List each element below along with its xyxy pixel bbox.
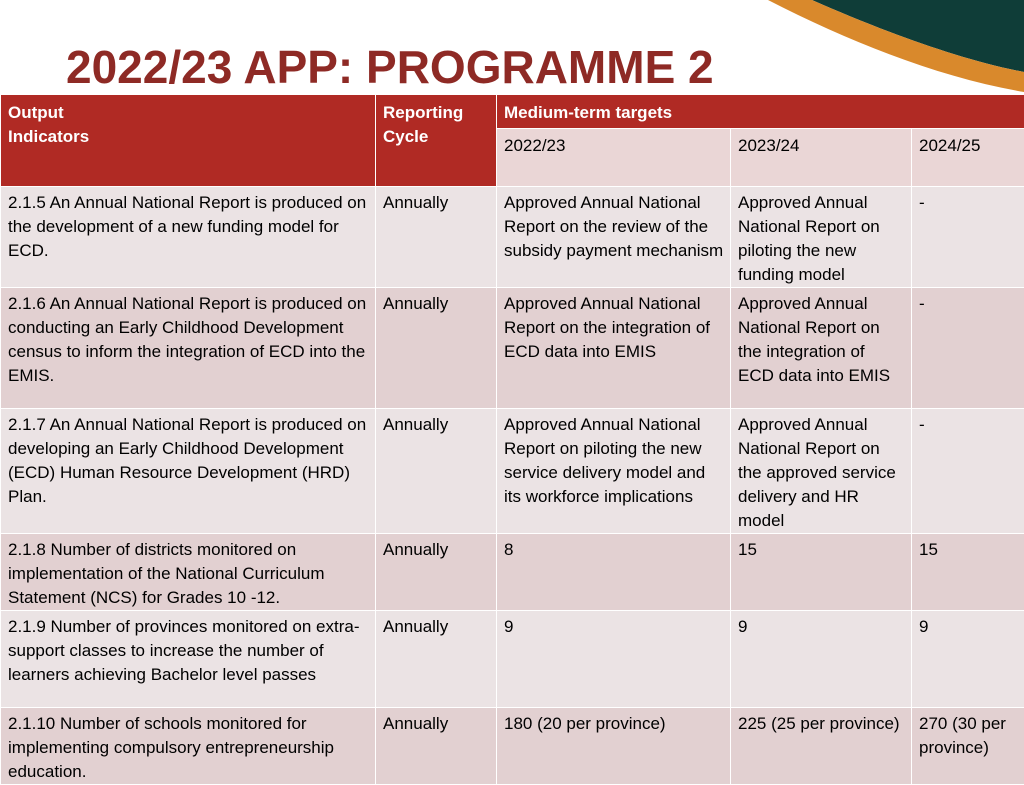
table-row [1, 534, 1024, 611]
target-2024-25-cell: 15 [912, 534, 1024, 611]
programme-targets-table [0, 94, 1024, 785]
target-2022-23-cell: 8 [497, 534, 731, 611]
target-2023-24-cell: Approved Annual National Report on the approved service delivery and HR model [731, 409, 912, 534]
indicator-cell: 2.1.6 An Annual National Report is produced on conducting an Early Childhood Development census to inform the integration of ECD into the EMIS. [1, 288, 376, 409]
target-2024-25-cell: - [912, 288, 1024, 409]
target-2022-23-cell: Approved Annual National Report on the review of the subsidy payment mechanism [497, 187, 731, 288]
cycle-cell: Annually [376, 409, 497, 534]
header-output-indicators: Output Indicators [1, 95, 376, 187]
cycle-cell: Annually [376, 708, 497, 785]
target-2024-25-cell: 9 [912, 611, 1024, 708]
target-2022-23-cell: 9 [497, 611, 731, 708]
header-medium-term-targets: Medium-term targets [497, 95, 1024, 129]
header-year-2022-23: 2022/23 [497, 129, 731, 187]
target-2022-23-cell: Approved Annual National Report on the integration of ECD data into EMIS [497, 288, 731, 409]
indicator-cell: 2.1.7 An Annual National Report is produced on developing an Early Childhood Development (ECD) Human Resource Development (HRD) Plan. [1, 409, 376, 534]
indicator-cell: 2.1.8 Number of districts monitored on implementation of the National Curriculum Statement (NCS) for Grades 10 -12. [1, 534, 376, 611]
cycle-cell: Annually [376, 534, 497, 611]
header-year-2023-24: 2023/24 [731, 129, 912, 187]
target-2024-25-cell: 270 (30 per province) [912, 708, 1024, 785]
header-row [1, 95, 1024, 129]
table-row [1, 409, 1024, 534]
target-2022-23-cell: 180 (20 per province) [497, 708, 731, 785]
table-row [1, 187, 1024, 288]
header-reporting-cycle: Reporting Cycle [376, 95, 497, 187]
cycle-cell: Annually [376, 187, 497, 288]
target-2024-25-cell: - [912, 409, 1024, 534]
header-year-2024-25: 2024/25 [912, 129, 1024, 187]
table-row [1, 288, 1024, 409]
target-2022-23-cell: Approved Annual National Report on piloting the new service delivery model and its workforce implications [497, 409, 731, 534]
target-2024-25-cell: - [912, 187, 1024, 288]
target-2023-24-cell: Approved Annual National Report on piloting the new funding model [731, 187, 912, 288]
target-2023-24-cell: 225 (25 per province) [731, 708, 912, 785]
cycle-cell: Annually [376, 288, 497, 409]
table-row [1, 708, 1024, 785]
target-2023-24-cell: Approved Annual National Report on the integration of ECD data into EMIS [731, 288, 912, 409]
cycle-cell: Annually [376, 611, 497, 708]
target-2023-24-cell: 9 [731, 611, 912, 708]
target-2023-24-cell: 15 [731, 534, 912, 611]
indicator-cell: 2.1.9 Number of provinces monitored on extra-support classes to increase the number of learners achieving Bachelor level passes [1, 611, 376, 708]
table-row [1, 611, 1024, 708]
indicator-cell: 2.1.10 Number of schools monitored for implementing compulsory entrepreneurship education. [1, 708, 376, 785]
indicator-cell: 2.1.5 An Annual National Report is produced on the development of a new funding model for ECD. [1, 187, 376, 288]
page-title: 2022/23 APP: PROGRAMME 2 [66, 40, 714, 94]
